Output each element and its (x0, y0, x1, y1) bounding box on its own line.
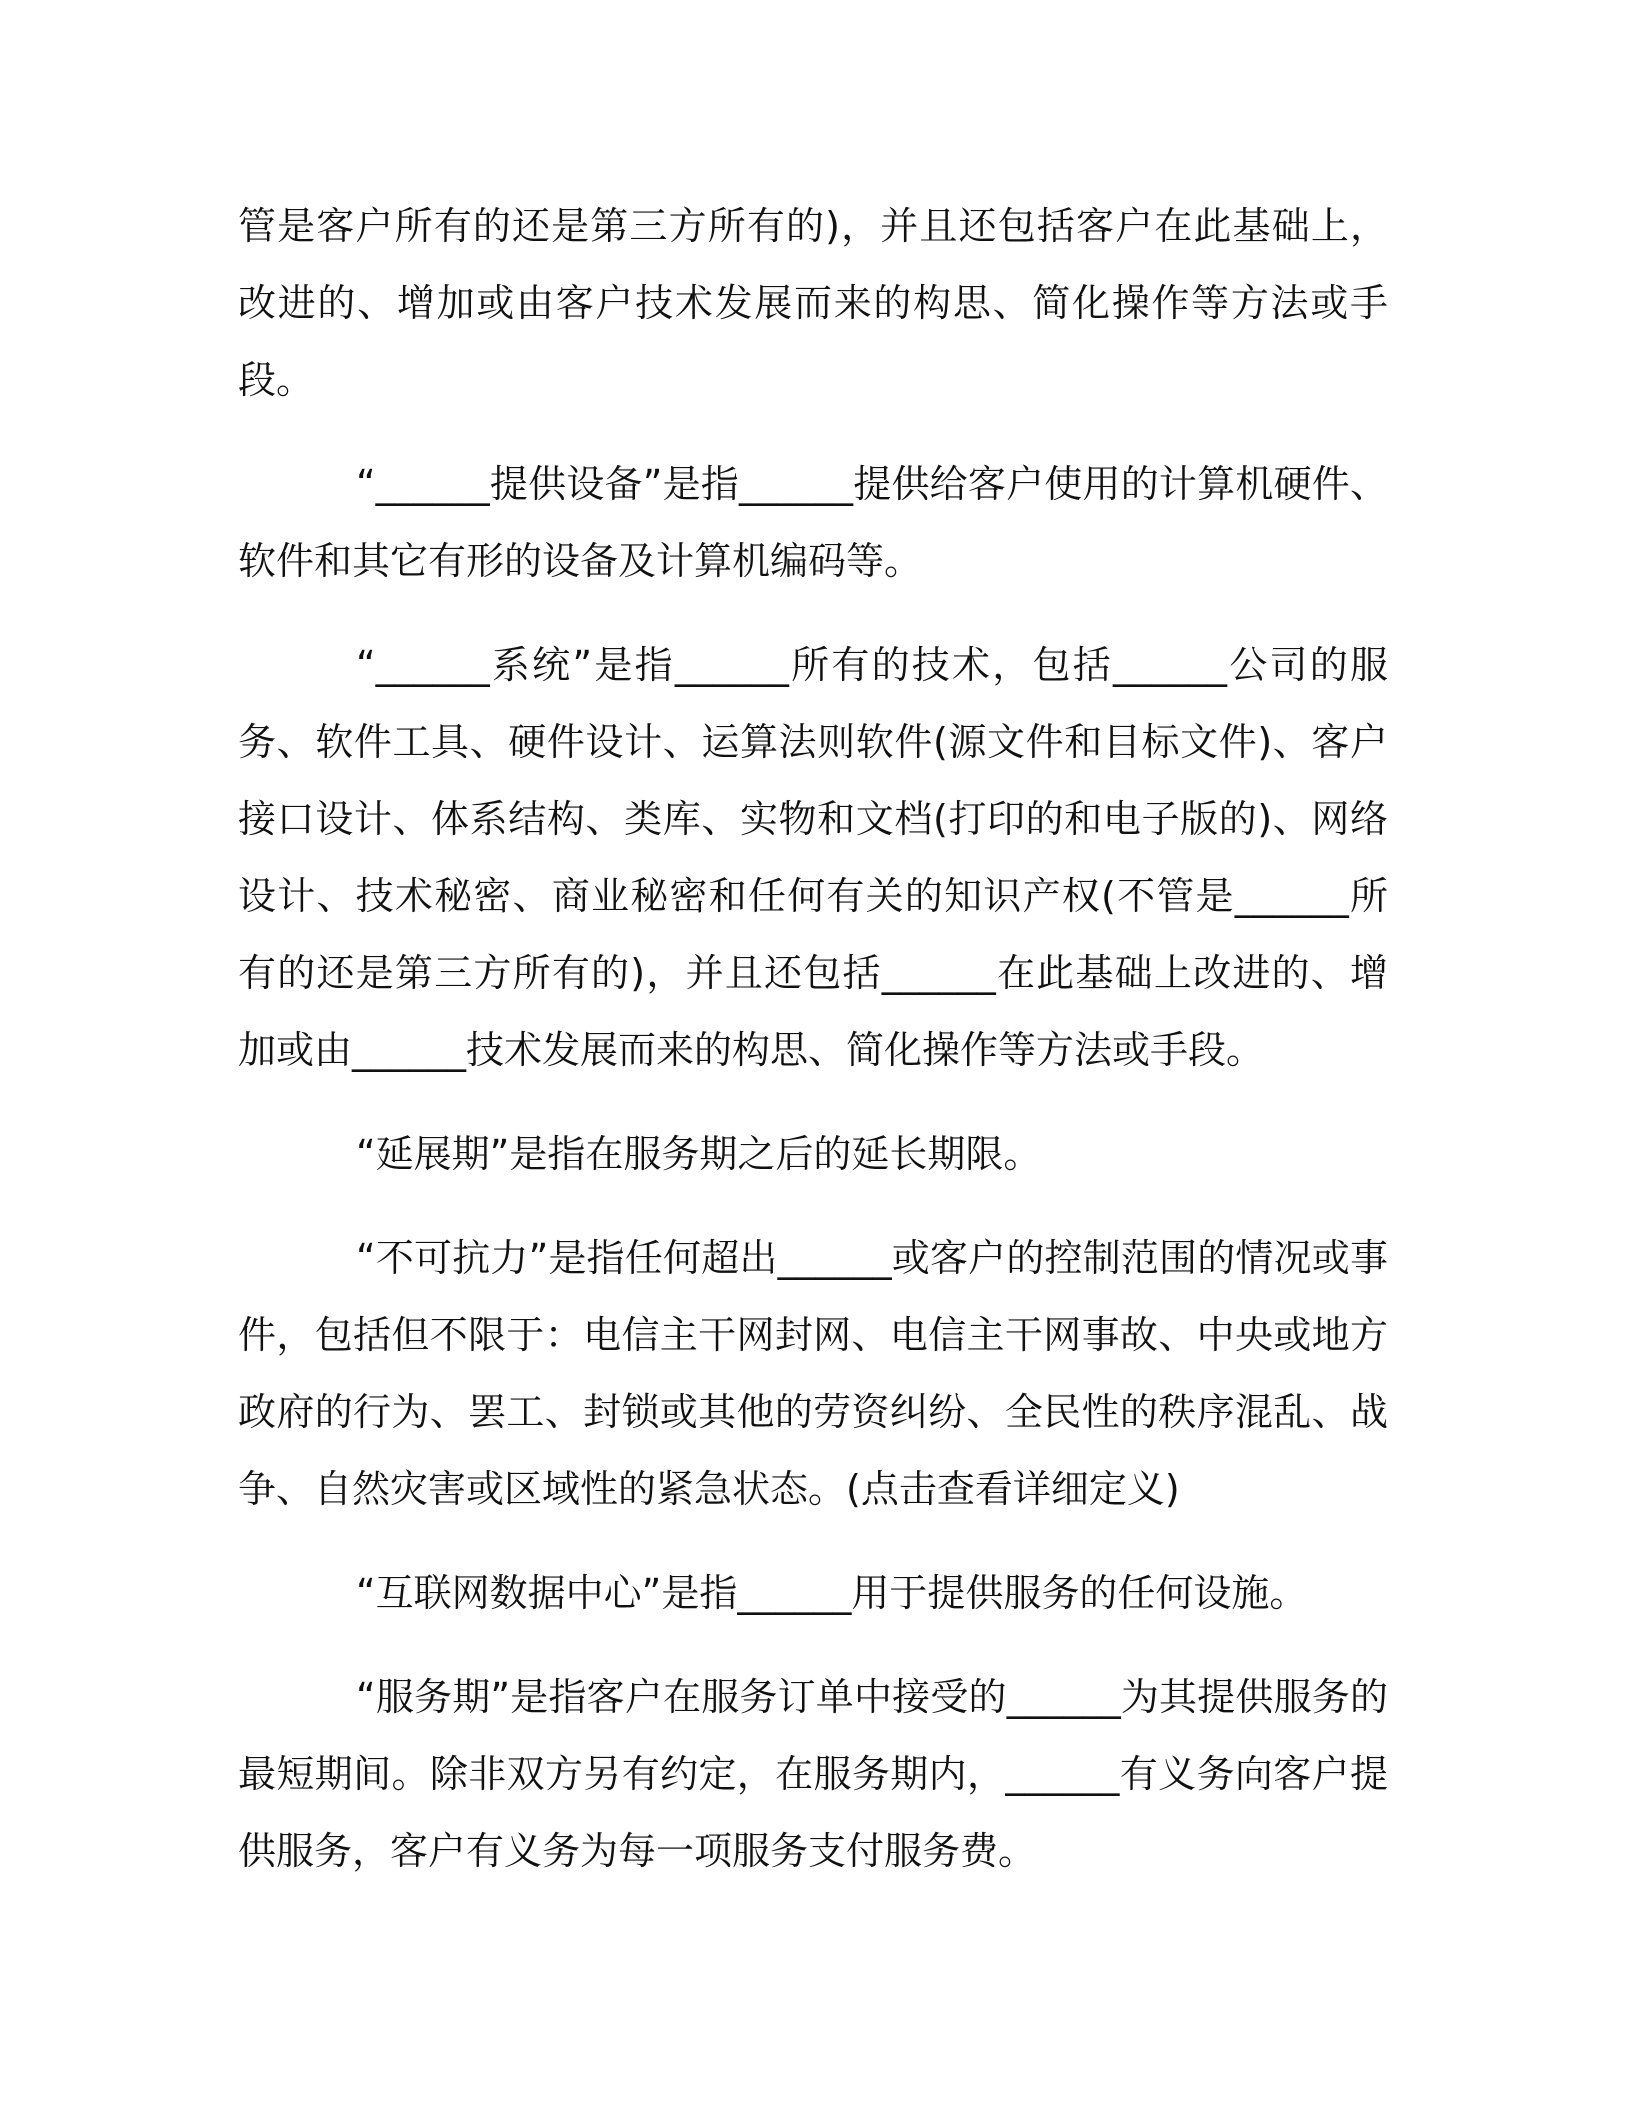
paragraph-internet-data-center: “互联网数据中心”是指______用于提供服务的任何设施。 (356, 1571, 1308, 1615)
paragraph-continuation: 管是客户所有的还是第三方所有的)，并且还包括客户在此基础上，改进的、增加或由客户技术发展而来的构思、简化操作等方法或手段。 (238, 204, 1388, 402)
paragraph-extension-period: “延展期”是指在服务期之后的延长期限。 (356, 1132, 1042, 1176)
paragraph-force-majeure: “不可抗力”是指任何超出______或客户的控制范围的情况或事件，包括但不限于：电信主干网封网、电信主干网事故、中央或地方政府的行为、罢工、封锁或其他的劳资纠纷、全民性的秩序混乱、战争、自然灾害或区域性的紧急状态。(点击查看详细定义) (238, 1236, 1388, 1511)
document-body (238, 188, 1388, 1890)
paragraph-service-period: “服务期”是指客户在服务订单中接受的______为其提供服务的最短期间。除非双方另有约定，在服务期内，______有义务向客户提供服务，客户有义务为每一项服务支付服务费。 (238, 1675, 1388, 1873)
paragraph-provided-equipment: “______提供设备”是指______提供给客户使用的计算机硬件、软件和其它有形的设备及计算机编码等。 (238, 462, 1388, 583)
paragraph-system-definition: “______系统”是指______所有的技术，包括______公司的服务、软件工具、硬件设计、运算法则软件(源文件和目标文件)、客户接口设计、体系结构、类库、实物和文档(打印的和电子版的)、网络设计、技术秘密、商业秘密和任何有关的知识产权(不管是______所有的还是第三方所有的)，并且还包括______在此基础上改进的、增加或由______技术发展而来的构思、简化操作等方法或手段。 (238, 643, 1388, 1072)
